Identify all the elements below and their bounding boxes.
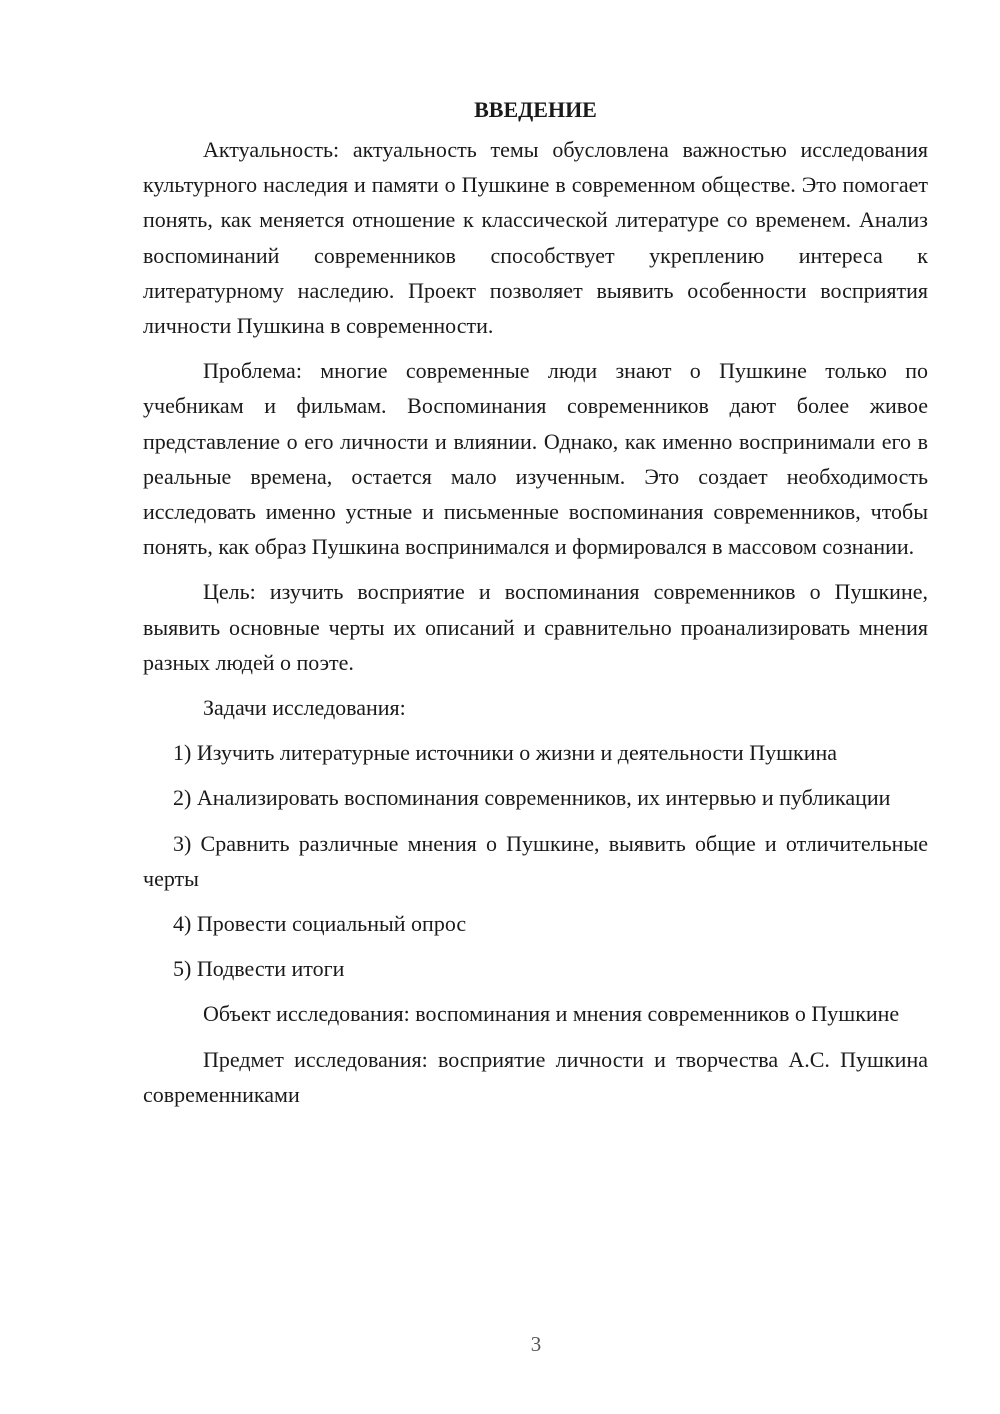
paragraph-object: Объект исследования: воспоминания и мнения современников о Пушкине <box>203 1001 900 1027</box>
task-item-1: 1) Изучить литературные источники о жизни и деятельности Пушкина <box>173 740 838 766</box>
page-number: 3 <box>530 1332 542 1356</box>
paragraph-relevance: Актуальность: актуальность темы обусловлена важностью исследования культурного наследия и памяти о Пушкине в современном обществе. Это помогает понять, как меняется отношение к классической литературе со временем. Анализ воспоминаний современников способствует укреплению интереса к литературному наследию. Проект позволяет выявить особенности восприятия личности Пушкина в современности. <box>143 137 928 339</box>
task-item-2: 2) Анализировать воспоминания современников, их интервью и публикации <box>173 785 891 811</box>
task-item-3: 3) Сравнить различные мнения о Пушкине, выявить общие и отличительные черты <box>143 830 928 891</box>
page-content <box>143 92 928 1122</box>
paragraph-tasks-heading: Задачи исследования: <box>203 695 406 721</box>
task-item-5: 5) Подвести итоги <box>173 956 345 982</box>
paragraph-goal: Цель: изучить восприятие и воспоминания современников о Пушкине, выявить основные черты их описаний и сравнительно проанализировать мнения разных людей о поэте. <box>143 579 928 675</box>
task-item-4: 4) Провести социальный опрос <box>173 911 467 937</box>
section-title: ВВЕДЕНИЕ <box>474 97 597 122</box>
paragraph-subject: Предмет исследования: восприятие личности и творчества А.С. Пушкина современниками <box>143 1046 928 1107</box>
paragraph-problem: Проблема: многие современные люди знают о Пушкине только по учебникам и фильмам. Воспоминания современников дают более живое представление о его личности и влиянии. Однако, как именно воспринимали его в реальные времена, остается мало изученным. Это создает необходимость исследовать именно устные и письменные воспоминания современников, чтобы понять, как образ Пушкина воспринимался и формировался в массовом сознании. <box>143 358 928 560</box>
